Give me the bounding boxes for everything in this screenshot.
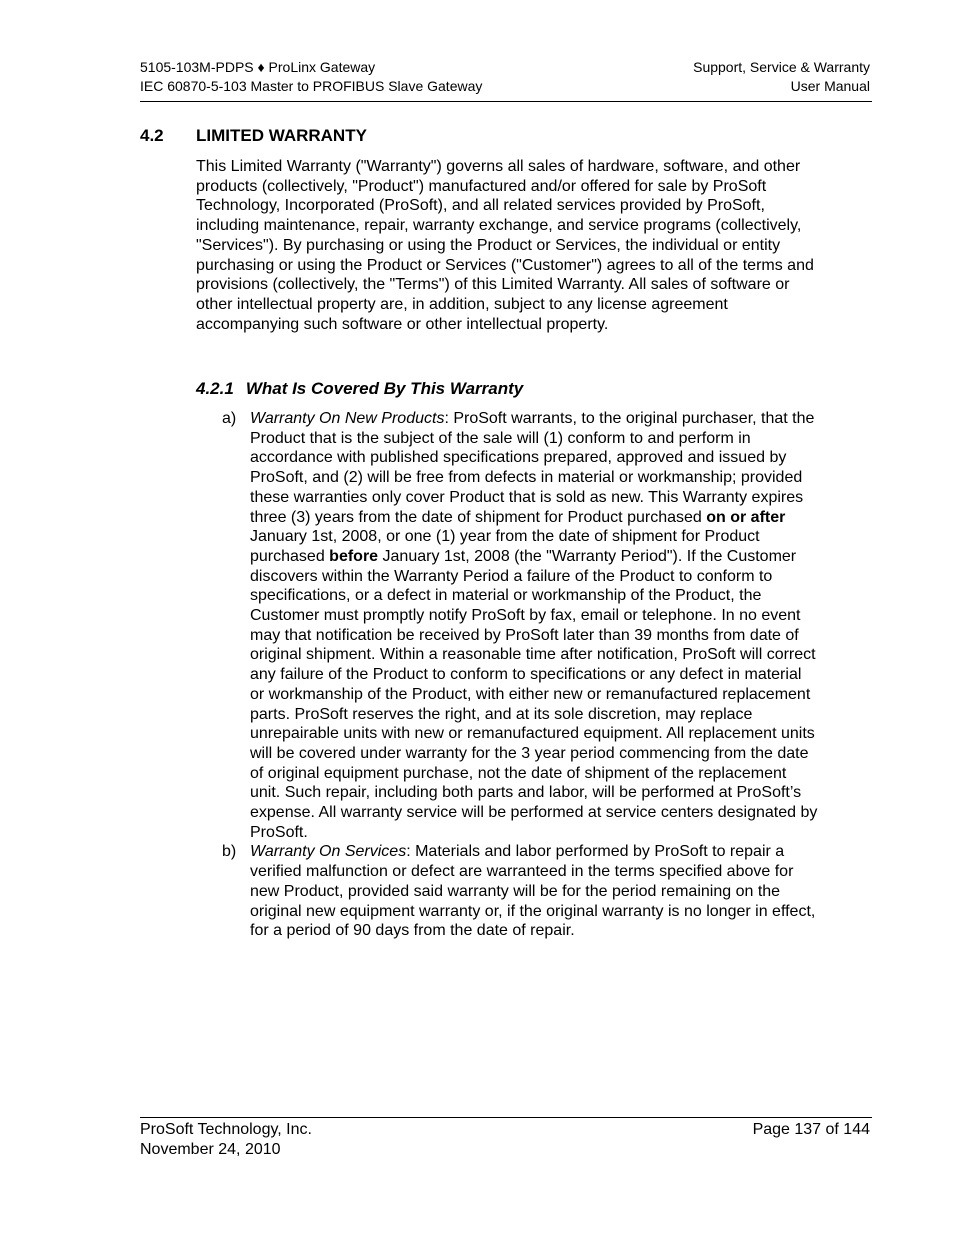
subsection-title: What Is Covered By This Warranty xyxy=(245,379,524,398)
footer-rule xyxy=(140,1117,872,1118)
header-right xyxy=(693,58,870,96)
list-marker: b) xyxy=(222,843,237,861)
header-product-description: IEC 60870-5-103 Master to PROFIBUS Slave Gateway xyxy=(140,78,483,94)
header-left xyxy=(140,58,482,96)
subsection-heading xyxy=(196,379,523,399)
item-text: : ProSoft warrants, to the original purchaser, that the Product that is the subject of the sale will (1) conform to and perform in accordance with published specifications prepared, approved and issued by ProSoft, and (2) will be free from defects in material or workmanship; provided these warranties only cover Product that is sold as new. This Warranty expires three (3) years from the date of shipment for Product purchased xyxy=(250,410,815,526)
warranty-coverage-list xyxy=(222,409,818,941)
list-marker: a) xyxy=(222,410,237,427)
page-header xyxy=(140,58,870,96)
section-title: LIMITED WARRANTY xyxy=(196,126,367,145)
item-text: : Materials and labor performed by ProSoft to repair a verified malfunction or defect are warranteed in the terms specified above for new Product, provided said warranty will be for the period remaining on the original new equipment warranty or, if the original warranty is no longer in effect, for a period of 90 days from the date of repair. xyxy=(250,843,816,940)
header-doc-type: User Manual xyxy=(790,78,870,94)
item-lead-term: Warranty On New Products xyxy=(250,410,445,427)
item-text: January 1st, 2008, or one (1) year from the date of shipment for Product purchased xyxy=(250,528,760,565)
list-item-services xyxy=(222,842,818,941)
section-number: 4.2 xyxy=(140,126,164,145)
section-intro-paragraph: This Limited Warranty ("Warranty") governs all sales of hardware, software, and other products (collectively, "Product") manufactured and/or offered for sale by ProSoft Technology, Incorporated (ProSoft), and all related services provided by ProSoft, including maintenance, repair, warranty exchange, and service programs (collectively, "Services"). By purchasing or using the Product or Services, the individual or entity purchasing or using the Product or Services ("Customer") agrees to all of the terms and provisions (collectively, the "Terms") of this Limited Warranty. All sales of software or other intellectual property are, in addition, subject to any license agreement accompanying such software or other intellectual property. xyxy=(196,158,814,333)
item-text: January 1st, 2008 (the "Warranty Period"). If the Customer discovers within the Warranty Period a failure of the Product to conform to specifications, or a defect in material or workmanship of the Product, the Customer must promptly notify ProSoft by fax, email or telephone. In no event may that notification be received by ProSoft later than 39 months from date of original shipment. Within a reasonable time after notification, ProSoft will correct any failure of the Product to conform to specifications or any defect in material or workmanship of the Product, with either new or remanufactured replacement parts. ProSoft reserves the right, and at its sole discretion, may replace unrepairable units with new or remanufactured equipment. All replacement units will be covered under warranty for the 3 year period commencing from the date of original equipment purchase, not the date of shipment of the replacement unit. Such repair, including both parts and labor, will be performed at ProSoft’s expense. All warranty service will be performed at service centers designated by ProSoft. xyxy=(250,547,818,841)
header-product-line: 5105-103M-PDPS ♦ ProLinx Gateway xyxy=(140,59,376,75)
page-footer xyxy=(140,1120,870,1159)
header-rule xyxy=(140,101,872,102)
list-item-new-products xyxy=(222,409,818,842)
header-chapter: Support, Service & Warranty xyxy=(693,59,870,75)
section-heading xyxy=(140,126,367,146)
footer-date: November 24, 2010 xyxy=(140,1140,281,1158)
footer-page-number: Page 137 of 144 xyxy=(752,1121,870,1138)
footer-company: ProSoft Technology, Inc. xyxy=(140,1121,312,1138)
item-lead-term: Warranty On Services xyxy=(250,843,407,861)
item-emphasis: before xyxy=(329,547,379,565)
item-emphasis: on or after xyxy=(706,508,786,526)
footer-left xyxy=(140,1120,312,1159)
subsection-number: 4.2.1 xyxy=(196,379,234,398)
